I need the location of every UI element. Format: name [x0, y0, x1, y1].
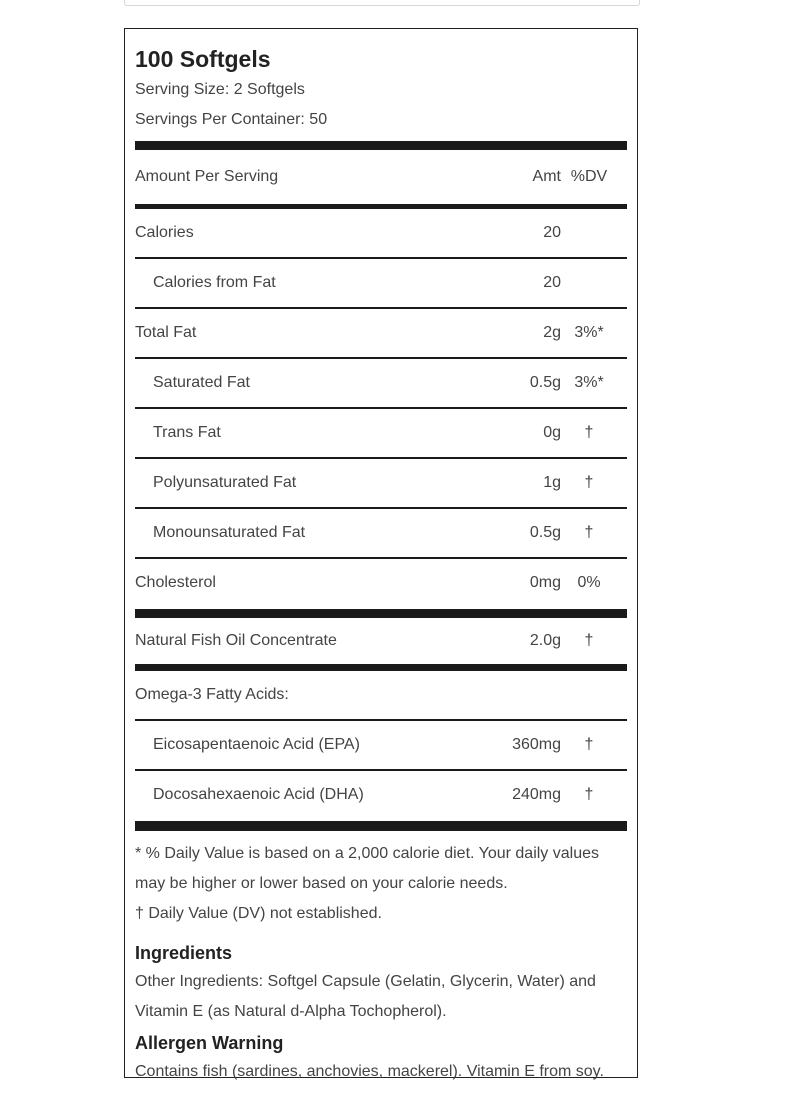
- amt-column-header: Amt: [532, 168, 561, 185]
- nutrient-name: Trans Fat: [153, 424, 221, 441]
- table-row: [135, 771, 627, 819]
- nutrient-amount: 1g: [543, 474, 561, 491]
- nutrient-name: Cholesterol: [135, 574, 216, 591]
- nutrient-dv: 3%*: [574, 374, 604, 391]
- nutrient-dv: †: [584, 786, 594, 803]
- supplement-facts-label: [124, 28, 638, 1078]
- thick-divider: [135, 141, 627, 150]
- table-header: [135, 150, 627, 209]
- nutrient-name: Calories from Fat: [153, 274, 276, 291]
- servings-per-container: Servings Per Container: 50: [135, 111, 328, 128]
- nutrient-dv: †: [584, 736, 594, 753]
- nutrient-amount: 360mg: [512, 736, 561, 753]
- thick-divider: [135, 609, 627, 618]
- table-row: [135, 618, 627, 664]
- allergen-text: Contains fish (sardines, anchovies, mackerel). Vitamin E from soy.: [135, 1063, 604, 1080]
- table-row: [135, 509, 627, 559]
- table-row: [135, 459, 627, 509]
- nutrient-amount: 0.5g: [529, 374, 561, 391]
- nutrient-name: Saturated Fat: [153, 374, 250, 391]
- footnote-line: † Daily Value (DV) not established.: [135, 905, 382, 922]
- footnote-line: * % Daily Value is based on a 2,000 calorie diet. Your daily values: [135, 845, 599, 862]
- omega-heading: Omega-3 Fatty Acids:: [135, 686, 289, 703]
- nutrient-dv: 3%*: [574, 324, 604, 341]
- table-row: [135, 359, 627, 409]
- nutrient-amount: 20: [543, 224, 561, 241]
- nutrient-name: Polyunsaturated Fat: [153, 474, 297, 491]
- nutrient-dv: †: [584, 424, 594, 441]
- thick-divider: [135, 664, 627, 671]
- previous-panel-edge: [124, 0, 640, 6]
- ingredients-text: Vitamin E (as Natural d-Alpha Tochopherol).: [135, 1003, 447, 1020]
- table-row: [135, 409, 627, 459]
- nutrient-amount: 0mg: [529, 574, 561, 591]
- nutrient-amount: 20: [543, 274, 561, 291]
- nutrient-amount: 0g: [543, 424, 561, 441]
- nutrient-amount: 240mg: [512, 786, 561, 803]
- nutrient-dv: 0%: [577, 574, 601, 591]
- omega-heading-row: [135, 671, 627, 721]
- table-row: [135, 559, 627, 607]
- footnotes: [135, 839, 627, 929]
- nutrient-dv: †: [584, 524, 594, 541]
- nutrient-name: Total Fat: [135, 324, 197, 341]
- nutrient-name: Monounsaturated Fat: [153, 524, 306, 541]
- serving-size: Serving Size: 2 Softgels: [135, 81, 305, 98]
- nutrient-amount: 0.5g: [529, 524, 561, 541]
- nutrient-name: Eicosapentaenoic Acid (EPA): [153, 736, 360, 753]
- product-title: 100 Softgels: [135, 46, 271, 72]
- thick-divider: [135, 821, 627, 831]
- nutrient-dv: †: [584, 632, 594, 649]
- amount-per-serving-label: Amount Per Serving: [135, 168, 279, 185]
- nutrient-name: Calories: [135, 224, 194, 241]
- nutrient-amount: 2g: [543, 324, 561, 341]
- allergen-title: Allergen Warning: [135, 1033, 284, 1053]
- ingredients-title: Ingredients: [135, 943, 233, 963]
- table-row: [135, 209, 627, 259]
- table-row: [135, 309, 627, 359]
- table-row: [135, 721, 627, 771]
- nutrient-dv: †: [584, 474, 594, 491]
- nutrient-amount: 2.0g: [529, 632, 561, 649]
- nutrient-name: Natural Fish Oil Concentrate: [135, 632, 337, 649]
- table-row: [135, 259, 627, 309]
- ingredients-text: Other Ingredients: Softgel Capsule (Gelatin, Glycerin, Water) and: [135, 973, 596, 990]
- dv-column-header: %DV: [570, 168, 608, 185]
- nutrient-name: Docosahexaenoic Acid (DHA): [153, 786, 364, 803]
- footnote-line: may be higher or lower based on your calorie needs.: [135, 875, 508, 892]
